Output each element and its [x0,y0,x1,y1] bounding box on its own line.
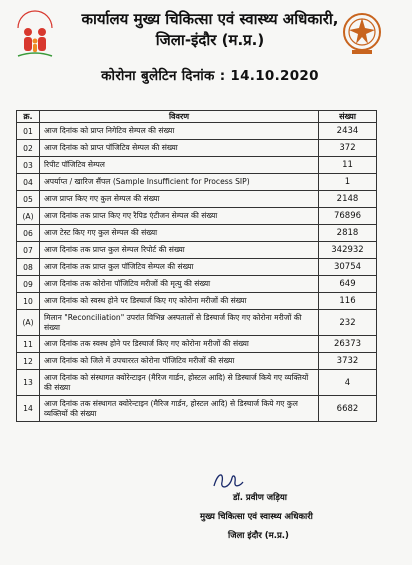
row-value: 1 [319,174,377,191]
row-value: 30754 [319,259,377,276]
row-serial: 05 [17,191,40,208]
row-serial: 07 [17,242,40,259]
row-description: आज टेस्ट किए गए कुल सेम्पल की संख्या [40,225,319,242]
table-row [17,174,377,191]
table-row [17,370,377,396]
row-value: 26373 [319,336,377,353]
row-serial: 10 [17,293,40,310]
signature-icon [210,470,246,492]
row-value: 372 [319,140,377,157]
table-row [17,276,377,293]
table-row [17,157,377,174]
row-value: 11 [319,157,377,174]
district-title: जिला-इंदौर (म.प्र.) [155,31,265,49]
row-value: 2434 [319,123,377,140]
row-value: 232 [319,310,377,336]
officer-name: डॉ. प्रवीण जड़िया [233,493,287,503]
row-serial: (A) [17,310,40,336]
table-row [17,336,377,353]
row-serial: 12 [17,353,40,370]
table-header-row [17,111,377,123]
row-description: आज दिनांक को जिले में उपचाररत कोरोना पॉजिटिव मरीजों की संख्या [40,353,319,370]
row-serial: 08 [17,259,40,276]
row-serial: 06 [17,225,40,242]
table-row [17,225,377,242]
row-description: आज दिनांक तक प्राप्त कुल सेम्पल रिपोर्ट की संख्या [40,242,319,259]
officer-designation: मुख्य चिकित्सा एवं स्वास्थ्य अधिकारी [200,512,313,522]
row-description: आज दिनांक तक कोरोना पॉजिटिव मरीजों की मृत्यु की संख्या [40,276,319,293]
row-description: आज दिनांक को स्वस्थ होने पर डिस्चार्ज किए गए कोरोना मरीजों की संख्या [40,293,319,310]
row-serial: 09 [17,276,40,293]
table-row [17,191,377,208]
row-description: आज दिनांक तक स्वस्थ होने पर डिस्चार्ज किए गए कोरोना मरीजों की संख्या [40,336,319,353]
column-header-description: विवरण [40,111,319,123]
bulletin-table [16,110,377,422]
row-description: आज दिनांक तक प्राप्त कुल पॉजिटिव सेम्पल की संख्या [40,259,319,276]
bulletin-title: कोरोना बुलेटिन दिनांक : 14.10.2020 [101,68,319,84]
row-value: 2148 [319,191,377,208]
column-header-serial: क्र. [17,111,40,123]
row-value: 4 [319,370,377,396]
row-description: आज दिनांक तक संस्थागत क्वोरेन्टाइन (मैरिज गार्डन, होस्टल आदि) से डिस्चार्ज किये गए कुल व्यक्तियों की संख्या [40,396,319,422]
officer-district: जिला इंदौर (म.प्र.) [228,531,289,541]
row-serial: 04 [17,174,40,191]
row-value: 342932 [319,242,377,259]
row-serial: (A) [17,208,40,225]
table-row [17,353,377,370]
row-description: अपर्याप्त / खारिज सैंपल (Sample Insufficient for Process SIP) [40,174,319,191]
row-description: रिपीट पॉजिटिव सेम्पल [40,157,319,174]
table-row [17,208,377,225]
row-value: 6682 [319,396,377,422]
column-header-count: संख्या [319,111,377,123]
row-serial: 14 [17,396,40,422]
row-value: 116 [319,293,377,310]
table-row [17,123,377,140]
row-description: मिलान "Reconciliation" उपरांत विभिन्न अस्पतालों से डिस्चार्ज किए गए कोरोना मरीजों की संख्या [40,310,319,336]
table-row [17,293,377,310]
row-serial: 01 [17,123,40,140]
row-value: 76896 [319,208,377,225]
row-value: 2818 [319,225,377,242]
row-description: आज दिनांक को संस्थागत क्वोरेन्टाइन (मैरिज गार्डन, होस्टल आदि) से डिस्चार्ज किये गए व्यक्तियों की संख्या [40,370,319,396]
row-description: आज प्राप्त किए गए कुल सेम्पल की संख्या [40,191,319,208]
row-serial: 13 [17,370,40,396]
row-description: आज दिनांक तक प्राप्त किए गए रैपिड एंटीजन सेम्पल की संख्या [40,208,319,225]
row-description: आज दिनांक को प्राप्त पॉजिटिव सेम्पल की संख्या [40,140,319,157]
nhm-logo-icon [12,6,58,66]
row-value: 649 [319,276,377,293]
row-description: आज दिनांक को प्राप्त निगेटिव सेम्पल की संख्या [40,123,319,140]
office-title: कार्यालय मुख्य चिकित्सा एवं स्वास्थ्य अधिकारी, [81,10,339,28]
table-row [17,310,377,336]
table-row [17,259,377,276]
row-value: 3732 [319,353,377,370]
row-serial: 02 [17,140,40,157]
row-serial: 03 [17,157,40,174]
row-serial: 11 [17,336,40,353]
table-row [17,242,377,259]
table-row [17,396,377,422]
table-row [17,140,377,157]
